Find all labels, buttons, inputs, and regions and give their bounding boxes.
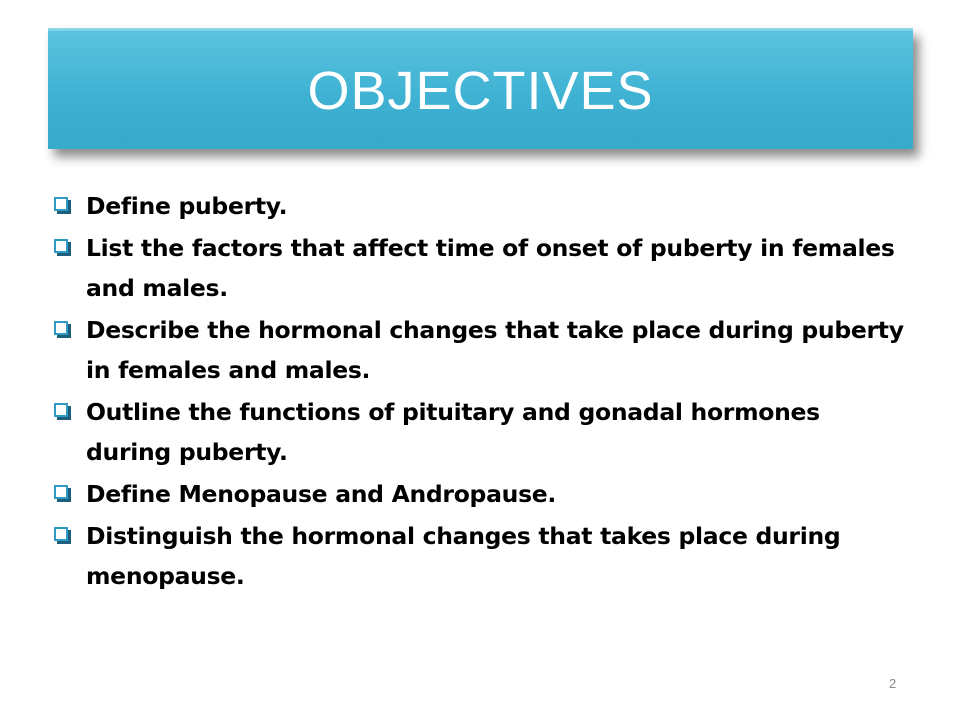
objective-item bbox=[50, 310, 910, 390]
hollow-square-bullet-icon bbox=[54, 485, 68, 499]
hollow-square-bullet-icon bbox=[54, 403, 68, 417]
objective-item bbox=[50, 186, 910, 226]
hollow-square-bullet-icon bbox=[54, 239, 68, 253]
hollow-square-bullet-icon bbox=[54, 321, 68, 335]
page-number: 2 bbox=[889, 676, 897, 691]
objective-item bbox=[50, 228, 910, 308]
objective-text: Outline the functions of pituitary and gonadal hormones during puberty. bbox=[86, 398, 820, 466]
hollow-square-bullet-icon bbox=[54, 527, 68, 541]
slide-title: OBJECTIVES bbox=[307, 61, 654, 121]
objective-text: Distinguish the hormonal changes that takes place during menopause. bbox=[86, 522, 841, 590]
hollow-square-bullet-icon bbox=[54, 197, 68, 211]
title-banner bbox=[48, 28, 913, 149]
objective-item bbox=[50, 392, 910, 472]
objective-text: Describe the hormonal changes that take place during puberty in females and males. bbox=[86, 316, 904, 384]
objective-text: Define Menopause and Andropause. bbox=[86, 480, 557, 508]
objective-item bbox=[50, 474, 910, 514]
objective-item bbox=[50, 516, 910, 596]
objective-text: List the factors that affect time of onset of puberty in females and males. bbox=[86, 234, 895, 302]
objective-text: Define puberty. bbox=[86, 192, 288, 220]
objectives-list bbox=[50, 186, 910, 598]
